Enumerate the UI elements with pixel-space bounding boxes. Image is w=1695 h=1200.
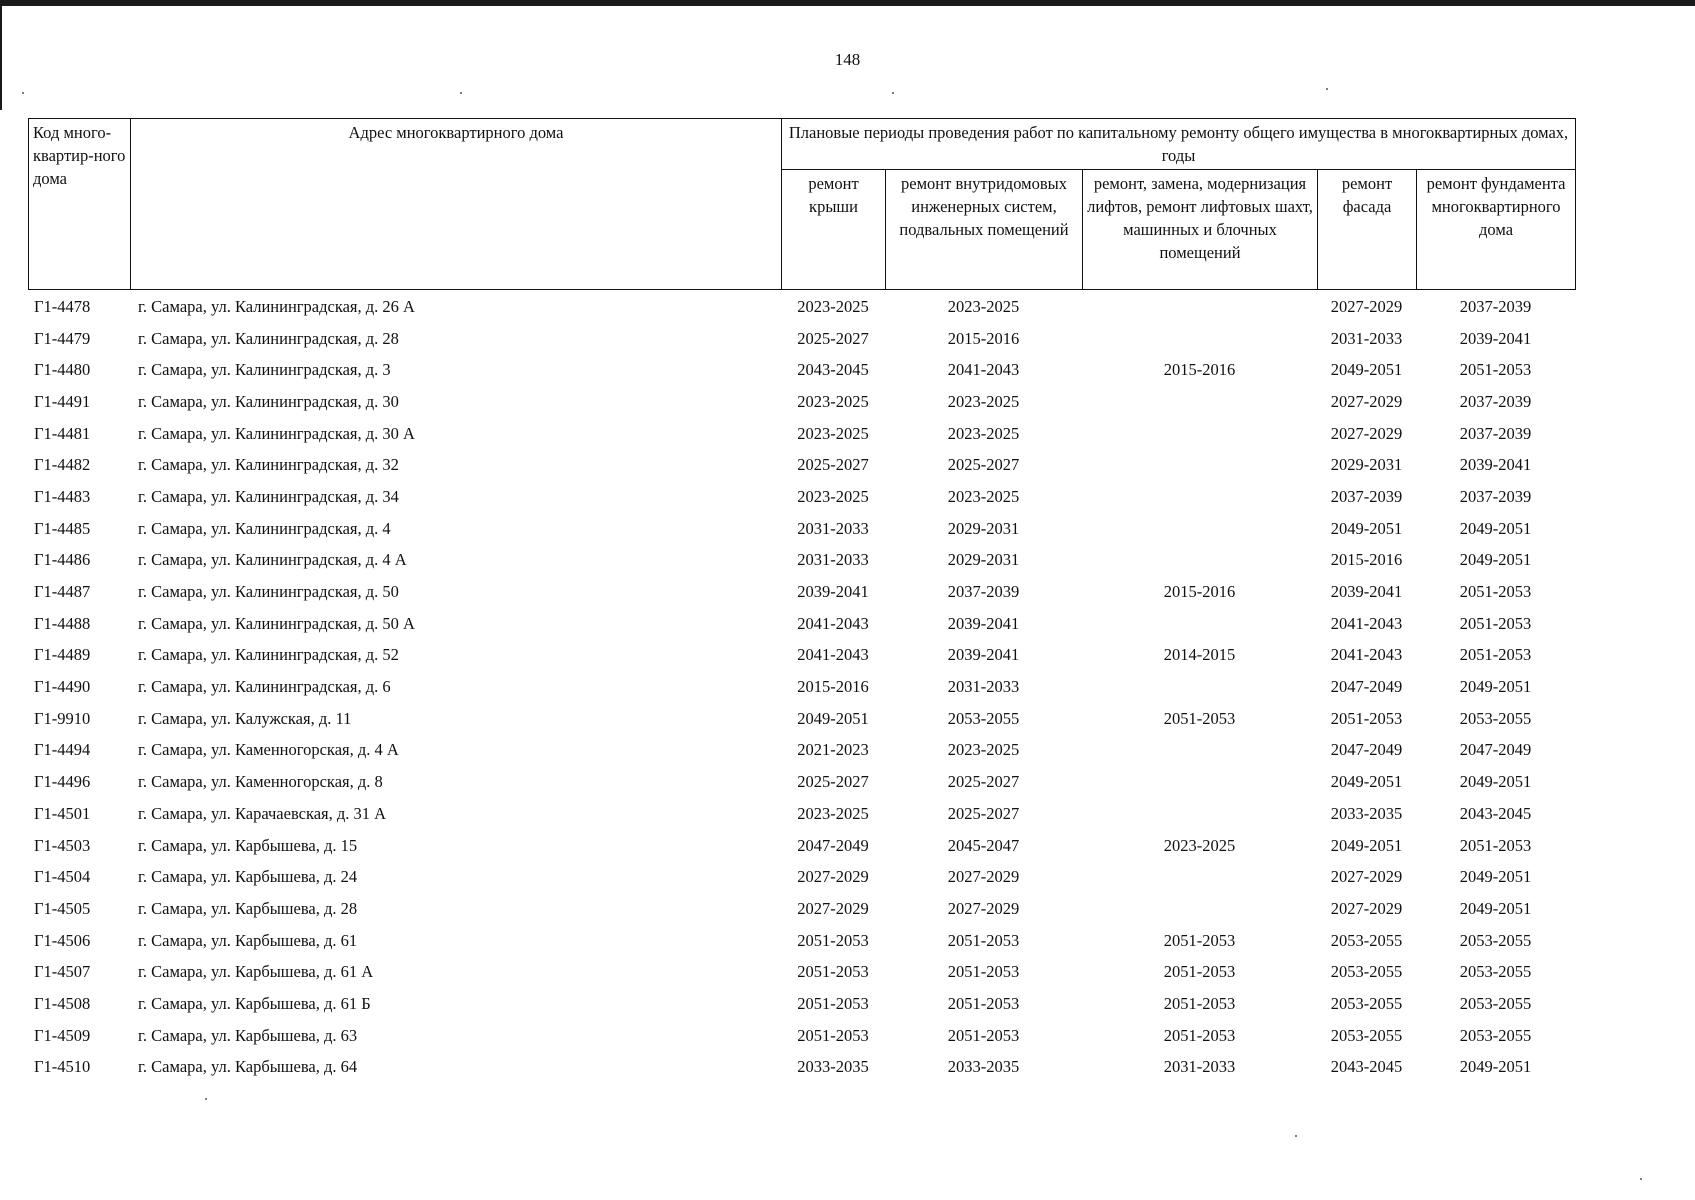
cell-systems: 2051-2053 (947, 930, 1020, 950)
cell-systems: 2033-2035 (947, 1057, 1020, 1077)
cell-code: Г1-4491 (34, 391, 91, 411)
cell-address: г. Самара, ул. Калининградская, д. 50 (138, 582, 399, 602)
cell-code: Г1-4496 (34, 772, 91, 792)
cell-address: г. Самара, ул. Калужская, д. 11 (138, 708, 352, 728)
cell-roof: 2021-2023 (797, 740, 869, 760)
cell-facade: 2027-2029 (1330, 867, 1403, 887)
header-foundation: ремонт фундамента многоквартирного дома (1417, 170, 1576, 290)
header-lifts: ремонт, замена, модернизация лифтов, ремонт лифтовых шахт, машинных и блочных помещений (1083, 170, 1318, 290)
cell-code: Г1-4479 (34, 328, 91, 348)
cell-roof: 2023-2025 (797, 391, 869, 411)
cell-foundation: 2051-2053 (1459, 582, 1532, 602)
header-periods-group: Плановые периоды проведения работ по капитальному ремонту общего имущества в многоквартирных домах, годы (782, 119, 1576, 170)
cell-address: г. Самара, ул. Калининградская, д. 52 (138, 645, 399, 665)
cell-facade: 2047-2049 (1330, 677, 1403, 697)
cell-facade: 2033-2035 (1330, 803, 1403, 823)
cell-roof: 2043-2045 (797, 360, 869, 380)
cell-address: г. Самара, ул. Калининградская, д. 50 А (138, 613, 415, 633)
table-row (28, 386, 1575, 418)
table-body (28, 291, 1575, 1083)
cell-address: г. Самара, ул. Калининградская, д. 3 (138, 360, 391, 380)
cell-facade: 2049-2051 (1330, 360, 1403, 380)
cell-roof: 2023-2025 (797, 486, 869, 506)
cell-roof: 2015-2016 (797, 677, 869, 697)
cell-foundation: 2039-2041 (1459, 455, 1532, 475)
cell-systems: 2051-2053 (947, 962, 1020, 982)
cell-facade: 2039-2041 (1330, 582, 1403, 602)
cell-address: г. Самара, ул. Карбышева, д. 61 Б (138, 993, 371, 1013)
cell-facade: 2041-2043 (1330, 645, 1403, 665)
cell-code: Г1-4486 (34, 550, 91, 570)
scan-speck (460, 92, 462, 94)
cell-facade: 2043-2045 (1330, 1057, 1403, 1077)
header-address: Адрес многоквартирного дома (131, 119, 782, 290)
table-row (28, 545, 1575, 577)
cell-systems: 2041-2043 (947, 360, 1020, 380)
cell-address: г. Самара, ул. Калининградская, д. 26 А (138, 296, 415, 316)
cell-systems: 2039-2041 (947, 645, 1020, 665)
cell-roof: 2051-2053 (797, 1025, 869, 1045)
table-row (28, 703, 1575, 735)
cell-systems: 2027-2029 (947, 867, 1020, 887)
cell-roof: 2041-2043 (797, 613, 869, 633)
table-row (28, 671, 1575, 703)
cell-foundation: 2053-2055 (1459, 930, 1532, 950)
scan-speck (1295, 1135, 1297, 1137)
cell-facade: 2051-2053 (1330, 708, 1403, 728)
table-row (28, 1020, 1575, 1052)
cell-address: г. Самара, ул. Каменногорская, д. 8 (138, 772, 383, 792)
cell-code: Г1-4507 (34, 962, 91, 982)
cell-systems: 2031-2033 (947, 677, 1020, 697)
cell-address: г. Самара, ул. Калининградская, д. 6 (138, 677, 391, 697)
cell-foundation: 2053-2055 (1459, 708, 1532, 728)
cell-code: Г1-4503 (34, 835, 91, 855)
cell-address: г. Самара, ул. Карбышева, д. 28 (138, 898, 358, 918)
cell-code: Г1-4485 (34, 518, 91, 538)
cell-facade: 2049-2051 (1330, 518, 1403, 538)
cell-address: г. Самара, ул. Калининградская, д. 4 А (138, 550, 407, 570)
table-row (28, 418, 1575, 450)
cell-code: Г1-4481 (34, 423, 91, 443)
cell-systems: 2039-2041 (947, 613, 1020, 633)
cell-roof: 2031-2033 (797, 550, 869, 570)
cell-lifts: 2015-2016 (1163, 582, 1236, 602)
cell-address: г. Самара, ул. Калининградская, д. 28 (138, 328, 399, 348)
cell-address: г. Самара, ул. Калининградская, д. 34 (138, 486, 399, 506)
scan-speck (892, 92, 894, 94)
cell-systems: 2025-2027 (947, 803, 1020, 823)
cell-address: г. Самара, ул. Карачаевская, д. 31 А (138, 803, 387, 823)
cell-foundation: 2037-2039 (1459, 486, 1532, 506)
cell-code: Г1-4480 (34, 360, 91, 380)
cell-facade: 2031-2033 (1330, 328, 1403, 348)
table-row (28, 925, 1575, 957)
cell-roof: 2025-2027 (797, 455, 869, 475)
table-row (28, 323, 1575, 355)
header-systems: ремонт внутридомовых инженерных систем, подвальных помещений (886, 170, 1083, 290)
cell-foundation: 2053-2055 (1459, 962, 1532, 982)
cell-foundation: 2049-2051 (1459, 1057, 1532, 1077)
cell-roof: 2051-2053 (797, 930, 869, 950)
cell-systems: 2029-2031 (947, 550, 1020, 570)
cell-lifts: 2051-2053 (1163, 962, 1236, 982)
cell-code: Г1-4490 (34, 677, 91, 697)
cell-systems: 2027-2029 (947, 898, 1020, 918)
cell-facade: 2029-2031 (1330, 455, 1403, 475)
cell-address: г. Самара, ул. Карбышева, д. 61 (138, 930, 358, 950)
cell-code: Г1-4487 (34, 582, 91, 602)
cell-address: г. Самара, ул. Калининградская, д. 4 (138, 518, 391, 538)
cell-code: Г1-4478 (34, 296, 91, 316)
cell-lifts: 2051-2053 (1163, 1025, 1236, 1045)
cell-code: Г1-4501 (34, 803, 91, 823)
scan-border-top (0, 0, 1695, 6)
table-row (28, 798, 1575, 830)
cell-lifts: 2014-2015 (1163, 645, 1236, 665)
cell-roof: 2039-2041 (797, 582, 869, 602)
table-row (28, 830, 1575, 862)
cell-roof: 2041-2043 (797, 645, 869, 665)
cell-address: г. Самара, ул. Карбышева, д. 63 (138, 1025, 358, 1045)
cell-roof: 2025-2027 (797, 328, 869, 348)
cell-systems: 2053-2055 (947, 708, 1020, 728)
cell-roof: 2025-2027 (797, 772, 869, 792)
cell-systems: 2023-2025 (947, 423, 1020, 443)
scan-speck (1326, 88, 1328, 90)
cell-roof: 2027-2029 (797, 898, 869, 918)
cell-facade: 2049-2051 (1330, 835, 1403, 855)
cell-roof: 2027-2029 (797, 867, 869, 887)
cell-facade: 2027-2029 (1330, 423, 1403, 443)
cell-systems: 2015-2016 (947, 328, 1020, 348)
cell-systems: 2023-2025 (947, 296, 1020, 316)
table-header (28, 118, 1576, 290)
cell-code: Г1-4505 (34, 898, 91, 918)
table-row (28, 481, 1575, 513)
cell-lifts: 2023-2025 (1163, 835, 1236, 855)
cell-roof: 2049-2051 (797, 708, 869, 728)
table-row (28, 354, 1575, 386)
header-roof: ремонт крыши (782, 170, 886, 290)
cell-facade: 2027-2029 (1330, 391, 1403, 411)
cell-lifts: 2051-2053 (1163, 993, 1236, 1013)
cell-address: г. Самара, ул. Каменногорская, д. 4 А (138, 740, 399, 760)
cell-foundation: 2051-2053 (1459, 613, 1532, 633)
cell-facade: 2047-2049 (1330, 740, 1403, 760)
cell-address: г. Самара, ул. Карбышева, д. 15 (138, 835, 358, 855)
cell-code: Г1-4504 (34, 867, 91, 887)
cell-foundation: 2053-2055 (1459, 1025, 1532, 1045)
cell-facade: 2049-2051 (1330, 772, 1403, 792)
cell-foundation: 2053-2055 (1459, 993, 1532, 1013)
scan-speck (205, 1098, 207, 1100)
cell-facade: 2037-2039 (1330, 486, 1403, 506)
cell-foundation: 2039-2041 (1459, 328, 1532, 348)
cell-roof: 2051-2053 (797, 993, 869, 1013)
cell-code: Г1-4482 (34, 455, 91, 475)
table-row (28, 608, 1575, 640)
cell-lifts: 2031-2033 (1163, 1057, 1236, 1077)
cell-foundation: 2037-2039 (1459, 423, 1532, 443)
cell-facade: 2053-2055 (1330, 993, 1403, 1013)
cell-foundation: 2049-2051 (1459, 867, 1532, 887)
cell-roof: 2023-2025 (797, 803, 869, 823)
cell-systems: 2025-2027 (947, 455, 1020, 475)
cell-facade: 2053-2055 (1330, 962, 1403, 982)
cell-foundation: 2051-2053 (1459, 360, 1532, 380)
cell-foundation: 2051-2053 (1459, 835, 1532, 855)
table-row (28, 513, 1575, 545)
cell-code: Г1-4494 (34, 740, 91, 760)
cell-roof: 2031-2033 (797, 518, 869, 538)
cell-systems: 2023-2025 (947, 740, 1020, 760)
cell-code: Г1-4508 (34, 993, 91, 1013)
cell-address: г. Самара, ул. Калининградская, д. 30 А (138, 423, 415, 443)
cell-roof: 2023-2025 (797, 296, 869, 316)
header-facade: ремонт фасада (1318, 170, 1417, 290)
header-code: Код много-квартир-ного дома (29, 119, 131, 290)
cell-foundation: 2051-2053 (1459, 645, 1532, 665)
cell-systems: 2029-2031 (947, 518, 1020, 538)
cell-address: г. Самара, ул. Карбышева, д. 61 А (138, 962, 374, 982)
cell-foundation: 2047-2049 (1459, 740, 1532, 760)
cell-foundation: 2049-2051 (1459, 772, 1532, 792)
cell-foundation: 2049-2051 (1459, 518, 1532, 538)
cell-lifts: 2051-2053 (1163, 930, 1236, 950)
cell-roof: 2023-2025 (797, 423, 869, 443)
cell-foundation: 2037-2039 (1459, 391, 1532, 411)
cell-foundation: 2043-2045 (1459, 803, 1532, 823)
cell-lifts: 2015-2016 (1163, 360, 1236, 380)
cell-foundation: 2037-2039 (1459, 296, 1532, 316)
cell-systems: 2045-2047 (947, 835, 1020, 855)
cell-systems: 2025-2027 (947, 772, 1020, 792)
scan-speck (1640, 1178, 1642, 1180)
cell-facade: 2027-2029 (1330, 898, 1403, 918)
page-number: 148 (834, 50, 861, 69)
cell-systems: 2037-2039 (947, 582, 1020, 602)
cell-roof: 2051-2053 (797, 962, 869, 982)
cell-code: Г1-9910 (34, 708, 91, 728)
cell-code: Г1-4506 (34, 930, 91, 950)
table-row (28, 1052, 1575, 1084)
table-row (28, 449, 1575, 481)
cell-systems: 2051-2053 (947, 1025, 1020, 1045)
table-row (28, 956, 1575, 988)
cell-roof: 2033-2035 (797, 1057, 869, 1077)
cell-facade: 2015-2016 (1330, 550, 1403, 570)
cell-address: г. Самара, ул. Калининградская, д. 32 (138, 455, 399, 475)
cell-systems: 2023-2025 (947, 391, 1020, 411)
table-row (28, 576, 1575, 608)
table-row (28, 893, 1575, 925)
scan-speck (22, 92, 24, 94)
cell-code: Г1-4509 (34, 1025, 91, 1045)
cell-foundation: 2049-2051 (1459, 898, 1532, 918)
cell-systems: 2051-2053 (947, 993, 1020, 1013)
table-row (28, 735, 1575, 767)
cell-roof: 2047-2049 (797, 835, 869, 855)
cell-facade: 2041-2043 (1330, 613, 1403, 633)
cell-foundation: 2049-2051 (1459, 550, 1532, 570)
table-row (28, 861, 1575, 893)
cell-facade: 2053-2055 (1330, 1025, 1403, 1045)
table-row (28, 988, 1575, 1020)
cell-address: г. Самара, ул. Карбышева, д. 24 (138, 867, 358, 887)
cell-facade: 2053-2055 (1330, 930, 1403, 950)
cell-code: Г1-4489 (34, 645, 91, 665)
cell-code: Г1-4488 (34, 613, 91, 633)
cell-facade: 2027-2029 (1330, 296, 1403, 316)
cell-address: г. Самара, ул. Карбышева, д. 64 (138, 1057, 358, 1077)
table-row (28, 640, 1575, 672)
cell-code: Г1-4483 (34, 486, 91, 506)
cell-address: г. Самара, ул. Калининградская, д. 30 (138, 391, 399, 411)
cell-systems: 2023-2025 (947, 486, 1020, 506)
table-row (28, 291, 1575, 323)
cell-lifts: 2051-2053 (1163, 708, 1236, 728)
cell-foundation: 2049-2051 (1459, 677, 1532, 697)
table-row (28, 766, 1575, 798)
cell-code: Г1-4510 (34, 1057, 91, 1077)
